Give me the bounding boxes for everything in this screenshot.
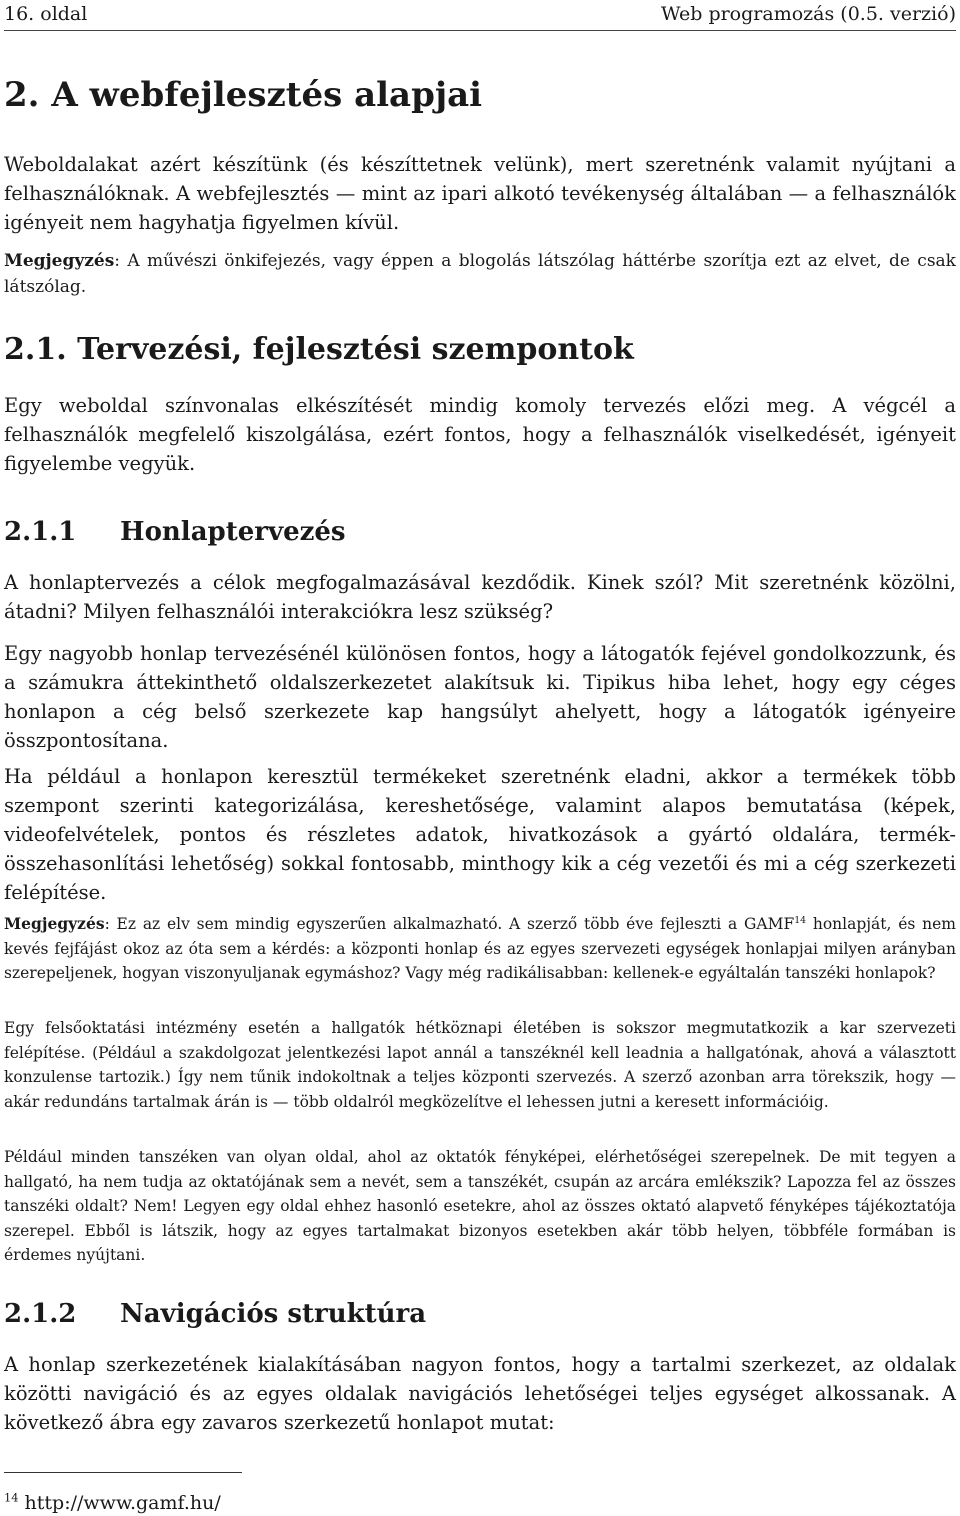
footnote-marker: 14 [4,1490,19,1505]
paragraph-goals: A honlaptervezés a célok megfogalmazásával kezdődik. Kinek szól? Mit szeretnénk közölni, átadni? Milyen felhasználói interakciókra lesz szükség? [4,571,956,623]
note-text: : A művészi önkifejezés, vagy éppen a blogolás látszólag háttérbe szorítja ezt az elvet, de csak látszólag. [4,251,956,297]
chapter-heading: 2. A webfejlesztés alapjai [4,75,483,115]
subsection-title: Honlaptervezés [120,517,346,547]
note-2 [4,912,956,986]
subsection-heading-2-1-1 [4,512,346,552]
subsection-number: 2.1.1 [4,517,77,547]
note-text-b: honlapját, és nem kevés fejfájást okoz az óta sem a kérdés: a központi honlap és az egyes szervezeti egységek honlapjai milyen arányban szerepeljenek, hogyan viszonyuljanak egymáshoz? Vagy még radikálisabban: kellenek-e egyáltalán tanszéki honlapok? [4,915,956,982]
subsection-title: Navigációs struktúra [120,1299,427,1329]
paragraph-navigation: A honlap szerkezetének kialakításában nagyon fontos, hogy a tartalmi szerkezet, az oldalak közötti navigáció és az egyes oldalak navigációs lehetőségei teljes egységet alkossanak. A következő ábra egy zavaros szerkezetű honlapot mutat: [4,1353,956,1434]
paragraph-products: Ha például a honlapon keresztül termékeket szeretnénk eladni, akkor a termékek több szempont szerinti kategorizálása, kereshetősége, valamint alapos bemutatása (képek, videofelvételek, pontos és részletes adatok, hivatkozások a gyártó oldalára, termék-összehasonlítási lehetőség) sokkal fontosabb, minthogy kik a cég vezetői és mi a cég szerkezeti felépítése. [4,765,956,904]
note-text-a: : Ez az elv sem mindig egyszerűen alkalmazható. A szerző több éve fejleszti a GAMF [104,915,795,933]
footnote-ref: 14 [794,914,807,926]
paragraph-visitor-view: Egy nagyobb honlap tervezésénél különösen fontos, hogy a látogatók fejével gondolkozzunk, és a számukra áttekinthető oldalszerkezetet alakítsuk ki. Tipikus hiba lehet, hogy egy céges honlapon a cég belső szerkezete kap hangsúlyt ahelyett, hogy a látogatók igényeire összpontosítana. [4,642,956,752]
note-label: Megjegyzés [4,914,105,933]
subsection-number: 2.1.2 [4,1299,77,1329]
section-2-1-text: Egy weboldal színvonalas elkészítését mindig komoly tervezés előzi meg. A végcél a felhasználók megfelelő kiszolgálása, ezért fontos, hogy a felhasználók viselkedését, igényeit figyelembe vegyük. [4,394,956,475]
chapter-intro: Weboldalakat azért készítünk (és készíttetnek velünk), mert szeretnénk valamit nyújtani a felhasználóknak. A webfejlesztés — mint az ipari alkotó tevékenység általában — a felhasználók igényeit nem hagyhatja figyelmen kívül. [4,153,956,234]
subsection-heading-2-1-2 [4,1294,426,1334]
footnote-divider [4,1472,242,1473]
note-1 [4,248,956,300]
running-header [4,0,956,31]
note-label: Megjegyzés [4,251,115,271]
footnote [4,1490,221,1516]
paragraph-institution: Egy felsőoktatási intézmény esetén a hallgatók hétköznapi életében is sokszor megmutatkozik a kar szervezeti felépítése. (Például a szakdolgozat jelentkezési lapot annál a tanszéknél kell leadnia a hallgatónak, ahová a választott konzulense tartozik.) Így nem tűnik indokoltnak a teljes központi szervezés. A szerző azonban arra törekszik, hogy — akár redundáns tartalmak árán is — több oldalról megközelítve el lehessen jutni a keresett információig. [4,1019,956,1111]
footnote-link[interactable]: http://www.gamf.hu/ [18,1492,221,1514]
section-heading-2-1: 2.1. Tervezési, fejlesztési szempontok [4,332,634,367]
document-title: Web programozás (0.5. verzió) [661,3,956,25]
paragraph-department-example: Például minden tanszéken van olyan oldal, ahol az oktatók fényképei, elérhetőségei szerepelnek. De mit tegyen a hallgató, ha nem tudja az oktatójának sem a nevét, sem a tanszékét, csupán az arcára emlékszik? Lapozza fel az összes tanszéki oldalt? Nem! Legyen egy oldal ehhez hasonló esetekre, ahol az összes oktató alapvető fényképes tájékoztatója szerepel. Ebből is látszik, hogy az egyes tartalmakat bizonyos esetekben akár több helyen, többféle formában is érdemes nyújtani. [4,1148,956,1264]
page-number: 16. oldal [4,3,88,25]
